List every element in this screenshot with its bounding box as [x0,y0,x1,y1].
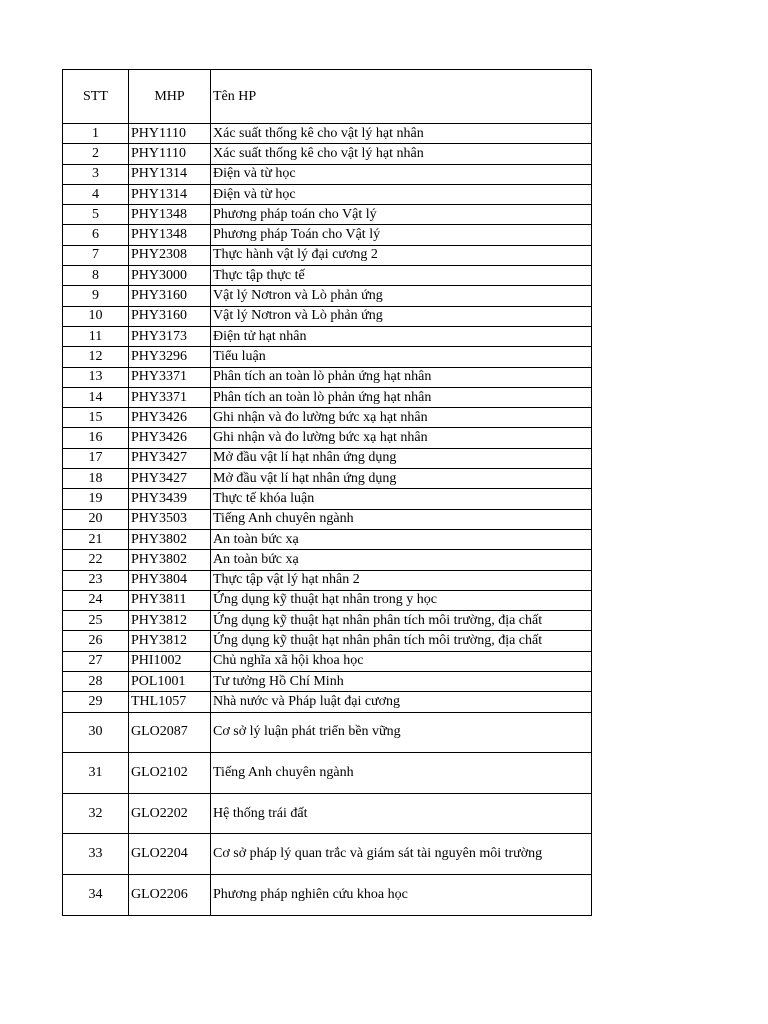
header-mhp: MHP [129,70,211,124]
cell-stt: 34 [63,874,129,915]
table-row [63,712,592,753]
cell-stt: 21 [63,529,129,549]
cell-course-name: Thực tập vật lý hạt nhân 2 [211,570,592,590]
cell-course-code: PHY3173 [129,326,211,346]
cell-course-name: Ứng dụng kỹ thuật hạt nhân phân tích môi trường, địa chất [211,611,592,631]
cell-course-code: PHY1110 [129,144,211,164]
cell-course-code: PHI1002 [129,651,211,671]
cell-stt: 4 [63,184,129,204]
cell-stt: 1 [63,124,129,144]
table-row [63,489,592,509]
cell-stt: 26 [63,631,129,651]
cell-course-code: PHY2308 [129,245,211,265]
table-row [63,367,592,387]
table-row [63,692,592,712]
cell-course-name: An toàn bức xạ [211,550,592,570]
cell-course-code: GLO2202 [129,793,211,834]
cell-course-name: Vật lý Nơtron và Lò phản ứng [211,286,592,306]
cell-stt: 24 [63,590,129,610]
cell-course-name: Tiếng Anh chuyên ngành [211,753,592,794]
table-row [63,266,592,286]
cell-course-code: PHY3371 [129,367,211,387]
table-row [63,529,592,549]
cell-course-name: Tiểu luận [211,347,592,367]
table-header-row [63,70,592,124]
cell-course-name: Ứng dụng kỹ thuật hạt nhân trong y học [211,590,592,610]
cell-course-name: Điện và từ học [211,164,592,184]
cell-course-code: POL1001 [129,672,211,692]
table-row [63,144,592,164]
table-row [63,611,592,631]
cell-stt: 18 [63,469,129,489]
cell-course-name: Điện tử hạt nhân [211,326,592,346]
cell-stt: 8 [63,266,129,286]
cell-course-name: Mở đầu vật lí hạt nhân ứng dụng [211,469,592,489]
cell-course-name: Phương pháp Toán cho Vật lý [211,225,592,245]
table-row [63,124,592,144]
cell-course-code: PHY1110 [129,124,211,144]
table-row [63,590,592,610]
table-row [63,326,592,346]
cell-stt: 5 [63,205,129,225]
table-row [63,184,592,204]
cell-course-name: Mở đầu vật lí hạt nhân ứng dụng [211,448,592,468]
header-course-name: Tên HP [211,70,592,124]
cell-stt: 22 [63,550,129,570]
cell-course-name: Vật lý Nơtron và Lò phản ứng [211,306,592,326]
table-row [63,225,592,245]
cell-stt: 16 [63,428,129,448]
cell-course-code: PHY3000 [129,266,211,286]
table-row [63,509,592,529]
cell-stt: 6 [63,225,129,245]
cell-course-code: PHY3439 [129,489,211,509]
cell-stt: 2 [63,144,129,164]
cell-stt: 28 [63,672,129,692]
cell-stt: 30 [63,712,129,753]
cell-course-code: PHY3371 [129,387,211,407]
table-row [63,347,592,367]
cell-course-name: Tư tưởng Hồ Chí Minh [211,672,592,692]
cell-course-code: PHY1348 [129,205,211,225]
table-row [63,286,592,306]
cell-stt: 3 [63,164,129,184]
table-row [63,428,592,448]
cell-course-code: PHY3812 [129,611,211,631]
cell-course-code: GLO2102 [129,753,211,794]
cell-course-name: Ghi nhận và đo lường bức xạ hạt nhân [211,428,592,448]
cell-course-name: Tiếng Anh chuyên ngành [211,509,592,529]
table-row [63,570,592,590]
cell-course-code: PHY3160 [129,306,211,326]
cell-course-code: GLO2087 [129,712,211,753]
cell-stt: 29 [63,692,129,712]
cell-stt: 9 [63,286,129,306]
table-row [63,306,592,326]
cell-course-code: PHY3802 [129,529,211,549]
cell-course-code: PHY3160 [129,286,211,306]
cell-stt: 11 [63,326,129,346]
cell-stt: 15 [63,408,129,428]
table-row [63,245,592,265]
cell-stt: 10 [63,306,129,326]
header-stt: STT [63,70,129,124]
cell-course-name: Chủ nghĩa xã hội khoa học [211,651,592,671]
cell-course-code: PHY3812 [129,631,211,651]
cell-stt: 23 [63,570,129,590]
cell-course-code: PHY3503 [129,509,211,529]
cell-course-name: Ứng dụng kỹ thuật hạt nhân phân tích môi trường, địa chất [211,631,592,651]
table-row [63,793,592,834]
cell-stt: 31 [63,753,129,794]
table-row [63,387,592,407]
table-row [63,164,592,184]
table-row [63,651,592,671]
cell-course-name: Ghi nhận và đo lường bức xạ hạt nhân [211,408,592,428]
cell-course-name: Xác suất thống kê cho vật lý hạt nhân [211,124,592,144]
cell-course-name: Nhà nước và Pháp luật đại cương [211,692,592,712]
cell-course-code: PHY3296 [129,347,211,367]
cell-course-name: Thực tế khóa luận [211,489,592,509]
cell-stt: 7 [63,245,129,265]
cell-course-name: Cơ sở pháp lý quan trắc và giám sát tài nguyên môi trường [211,834,592,875]
cell-course-code: PHY3427 [129,448,211,468]
table-row [63,205,592,225]
cell-course-name: Cơ sở lý luận phát triển bền vững [211,712,592,753]
cell-stt: 12 [63,347,129,367]
table-row [63,550,592,570]
table-row [63,448,592,468]
table-row [63,631,592,651]
table-row [63,408,592,428]
cell-course-code: PHY3426 [129,428,211,448]
cell-course-name: Phân tích an toàn lò phản ứng hạt nhân [211,367,592,387]
cell-stt: 14 [63,387,129,407]
cell-course-code: PHY3426 [129,408,211,428]
cell-course-name: Điện và từ học [211,184,592,204]
table-row [63,834,592,875]
cell-stt: 17 [63,448,129,468]
table-row [63,469,592,489]
cell-course-code: GLO2206 [129,874,211,915]
cell-course-code: PHY3427 [129,469,211,489]
cell-stt: 32 [63,793,129,834]
table-row [63,874,592,915]
table-row [63,753,592,794]
cell-course-name: An toàn bức xạ [211,529,592,549]
course-table [62,69,592,916]
cell-stt: 20 [63,509,129,529]
cell-course-code: PHY3804 [129,570,211,590]
cell-course-name: Thực hành vật lý đại cương 2 [211,245,592,265]
cell-course-code: PHY1348 [129,225,211,245]
cell-course-name: Xác suất thống kê cho vật lý hạt nhân [211,144,592,164]
cell-course-name: Phương pháp toán cho Vật lý [211,205,592,225]
cell-course-code: PHY1314 [129,184,211,204]
cell-course-name: Phân tích an toàn lò phản ứng hạt nhân [211,387,592,407]
cell-stt: 27 [63,651,129,671]
cell-stt: 13 [63,367,129,387]
table-row [63,672,592,692]
cell-course-code: GLO2204 [129,834,211,875]
cell-stt: 25 [63,611,129,631]
cell-course-name: Phương pháp nghiên cứu khoa học [211,874,592,915]
cell-stt: 19 [63,489,129,509]
table-body [63,124,592,916]
cell-course-code: PHY3811 [129,590,211,610]
cell-course-code: PHY3802 [129,550,211,570]
cell-stt: 33 [63,834,129,875]
cell-course-name: Thực tập thực tế [211,266,592,286]
cell-course-code: PHY1314 [129,164,211,184]
cell-course-code: THL1057 [129,692,211,712]
cell-course-name: Hệ thống trái đất [211,793,592,834]
